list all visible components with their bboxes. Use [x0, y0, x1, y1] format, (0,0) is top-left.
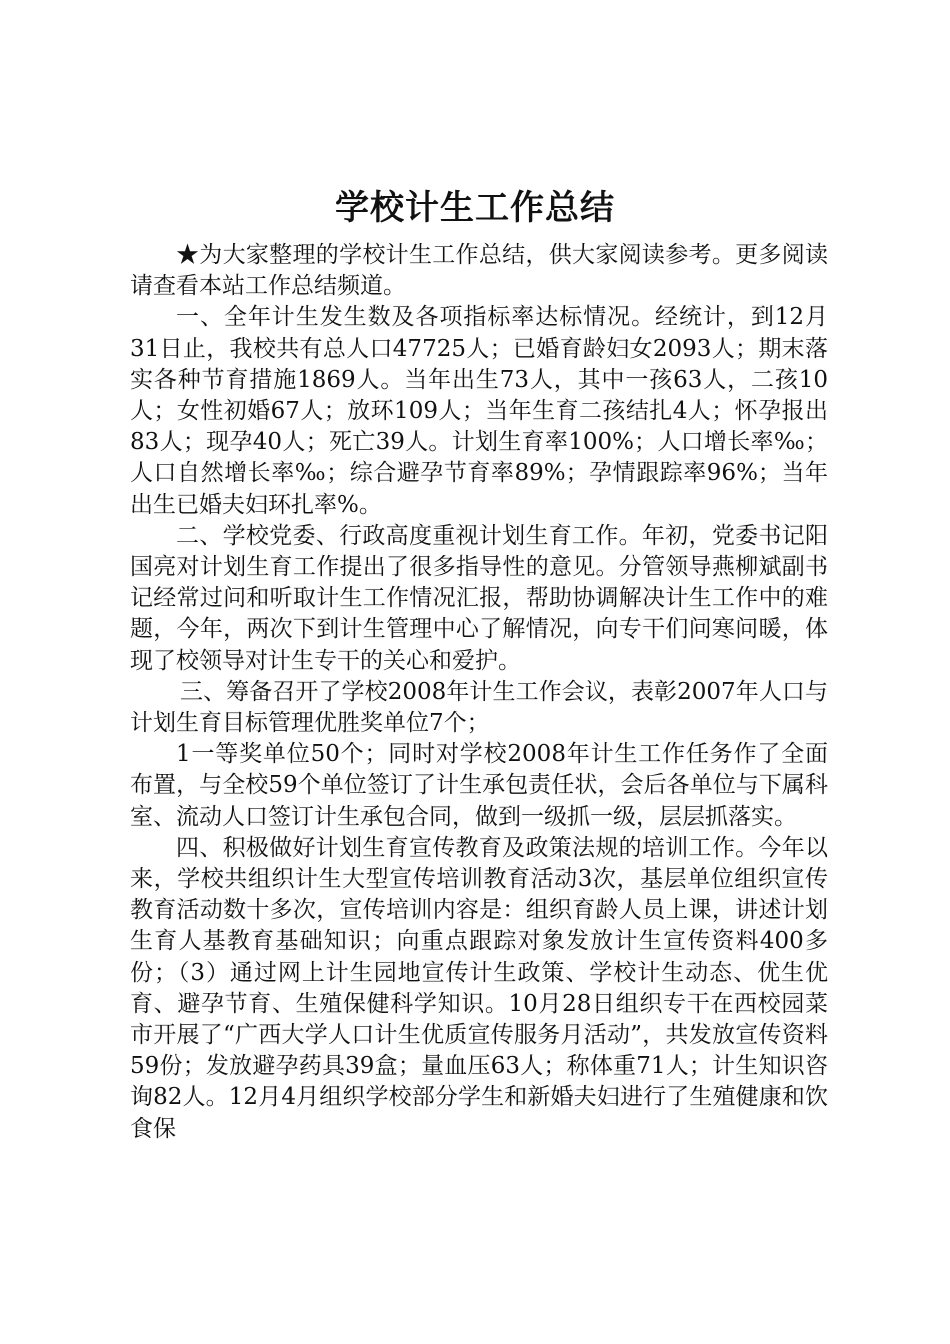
document-title: 学校计生工作总结 — [335, 188, 615, 228]
paragraph-section-3: 三、筹备召开了学校2008年计生工作会议，表彰2007年人口与计划生育目标管理优胜奖单位7个； — [130, 678, 828, 737]
paragraph-section-3-continued: 1一等奖单位50个；同时对学校2008年计生工作任务作了全面布置，与全校59个单位签订了计生承包责任状，会后各单位与下属科室、流动人口签订计生承包合同，做到一级抓一级，层层抓落实。 — [130, 741, 828, 830]
paragraph-section-1: 一、全年计生发生数及各项指标率达标情况。经统计，到12月31日止，我校共有总人口47725人；已婚育龄妇女2093人；期末落实各种节育措施1869人。当年出生73人，其中一孩63人，二孩10人；女性初婚67人；放环109人；当年生育二孩结扎4人；怀孕报出83人；现孕40人；死亡39人。计划生育率100%；人口增长率‰；人口自然增长率‰；综合避孕节育率89%；孕情跟踪率96%；当年出生已婚夫妇环扎率%。 — [130, 304, 828, 518]
paragraph-section-4: 四、积极做好计划生育宣传教育及政策法规的培训工作。今年以来，学校共组织计生大型宣传培训教育活动3次，基层单位组织宣传教育活动数十多次，宣传培训内容是：组织育龄人员上课，讲述计划生育人基教育基础知识；向重点跟踪对象发放计生宣传资料400多份；（3）通过网上计生园地宣传计生政策、学校计生动态、优生优育、避孕节育、生殖保健科学知识。10月28日组织专干在西校园菜市开展了“广西大学人口计生优质宣传服务月活动”，共发放宣传资料59份；发放避孕药具39盒；量血压63人；称体重71人；计生知识咨询82人。12月4月组织学校部分学生和新婚夫妇进行了生殖健康和饮食保 — [130, 834, 828, 1142]
paragraph-section-2: 二、学校党委、行政高度重视计划生育工作。年初，党委书记阳国亮对计划生育工作提出了很多指导性的意见。分管领导燕柳斌副书记经常过问和听取计生工作情况汇报，帮助协调解决计生工作中的难题，今年，两次下到计生管理中心了解情况，向专干们问寒问暖，体现了校领导对计生专干的关心和爱护。 — [130, 522, 828, 674]
paragraph-intro: ★为大家整理的学校计生工作总结，供大家阅读参考。更多阅读请查看本站工作总结频道。 — [130, 242, 828, 300]
document-body — [130, 240, 828, 1145]
